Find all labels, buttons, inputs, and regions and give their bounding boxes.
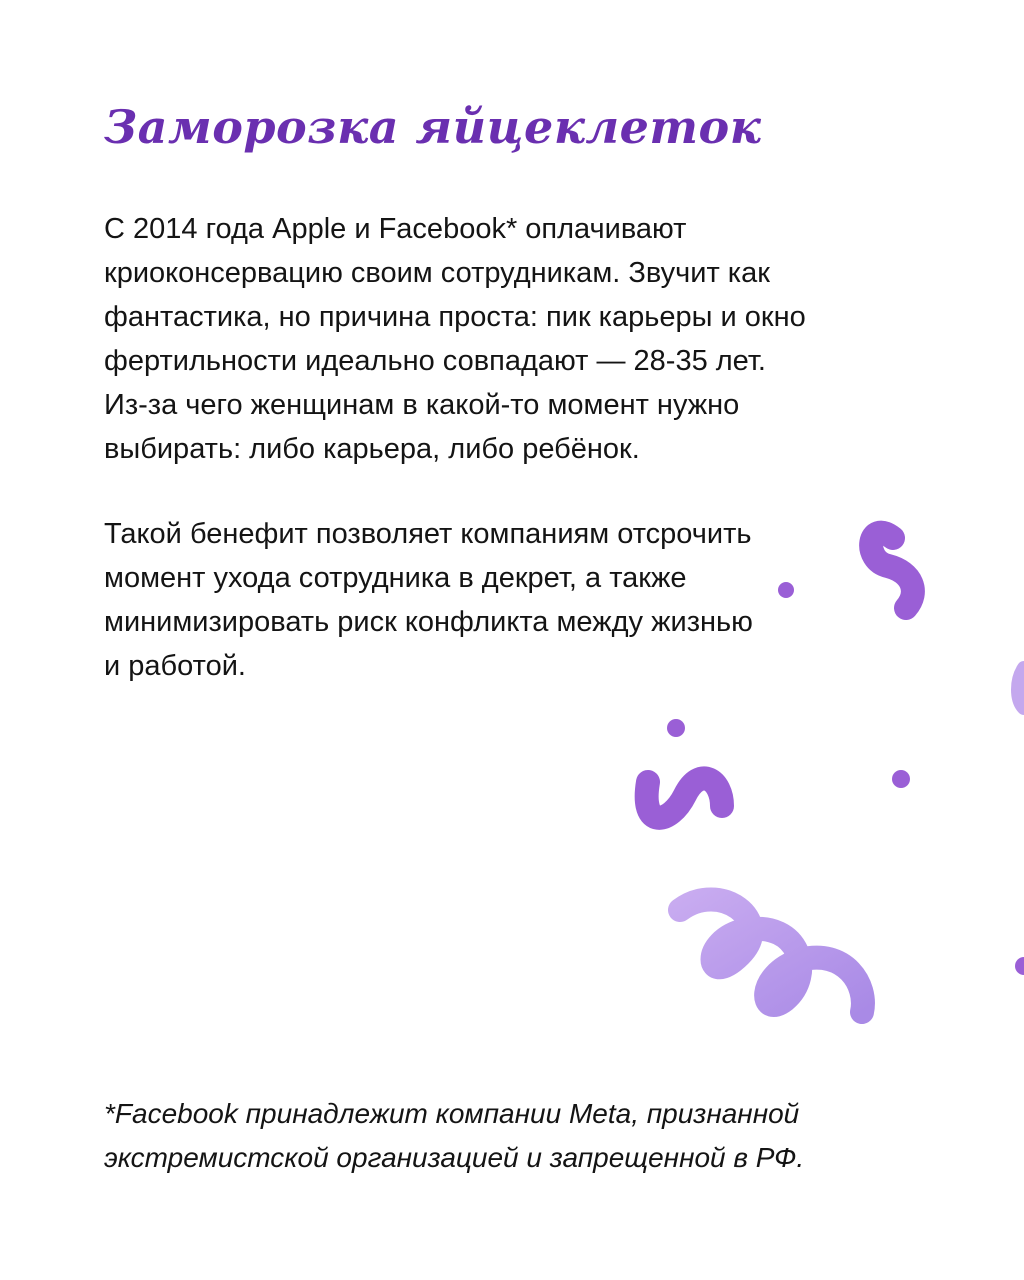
dot-2 (667, 719, 685, 737)
paragraph-1: С 2014 года Apple и Facebook* оплачивают криоконсервацию своим сотрудникам. Звучит как фантастика, но причина проста: пик карьеры и окно фертильности идеально совпадают — 28-35 лет. Из-за чего женщинам в какой-то момент нужно выбирать: либо карьера, либо ребёнок. (104, 213, 806, 465)
edge-dot-right (1015, 957, 1024, 975)
edge-shape-right-top (1018, 668, 1024, 708)
dot-3 (892, 770, 910, 788)
squiggle-spring (680, 899, 863, 1012)
page-title: Заморозка яйцеклеток (104, 100, 762, 154)
squiggle-middle (647, 778, 722, 817)
footnote: *Facebook принадлежит компании Meta, признанной экстремистской организацией и запрещенной в РФ. (104, 1098, 805, 1173)
paragraph-2: Такой бенефит позволяет компаниям отсрочить момент ухода сотрудника в декрет, а также минимизировать риск конфликта между жизнью и работой. (104, 518, 753, 682)
squiggle-top-right (871, 533, 913, 608)
